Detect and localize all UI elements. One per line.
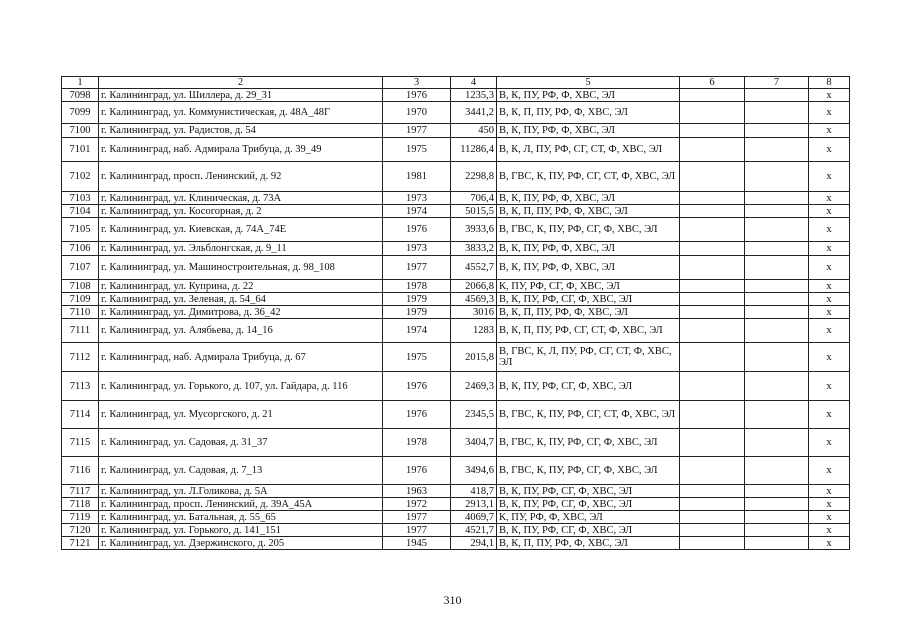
- column-7-cell: [745, 429, 809, 457]
- table-row: [62, 205, 850, 218]
- header-cell-2: 2: [99, 77, 383, 89]
- area-cell: 3933,6: [451, 218, 497, 242]
- area-cell: 3441,2: [451, 102, 497, 124]
- column-6-cell: [680, 429, 745, 457]
- mark-cell: x: [809, 102, 850, 124]
- header-cell-1: 1: [62, 77, 99, 89]
- mark-cell: x: [809, 457, 850, 485]
- systems-cell: К, ПУ, РФ, СГ, Ф, ХВС, ЭЛ: [497, 280, 680, 293]
- column-7-cell: [745, 372, 809, 401]
- systems-cell: В, ГВС, К, ПУ, РФ, СГ, Ф, ХВС, ЭЛ: [497, 429, 680, 457]
- column-7-cell: [745, 498, 809, 511]
- year-cell: 1972: [383, 498, 451, 511]
- column-7-cell: [745, 319, 809, 343]
- column-6-cell: [680, 485, 745, 498]
- column-7-cell: [745, 205, 809, 218]
- year-cell: 1976: [383, 372, 451, 401]
- area-cell: 706,4: [451, 192, 497, 205]
- year-cell: 1976: [383, 89, 451, 102]
- header-cell-7: 7: [745, 77, 809, 89]
- mark-cell: x: [809, 242, 850, 256]
- area-cell: 2298,8: [451, 162, 497, 192]
- column-6-cell: [680, 205, 745, 218]
- column-6-cell: [680, 524, 745, 537]
- mark-cell: x: [809, 293, 850, 306]
- column-6-cell: [680, 511, 745, 524]
- area-cell: 418,7: [451, 485, 497, 498]
- table-row: [62, 242, 850, 256]
- mark-cell: x: [809, 256, 850, 280]
- column-6-cell: [680, 372, 745, 401]
- systems-cell: В, К, ПУ, РФ, Ф, ХВС, ЭЛ: [497, 124, 680, 138]
- systems-cell: В, К, П, ПУ, РФ, Ф, ХВС, ЭЛ: [497, 537, 680, 550]
- year-cell: 1976: [383, 457, 451, 485]
- row-number: 7119: [62, 511, 99, 524]
- column-6-cell: [680, 537, 745, 550]
- table-row: [62, 524, 850, 537]
- column-7-cell: [745, 401, 809, 429]
- housing-register-table: [61, 76, 850, 550]
- systems-cell: В, К, ПУ, РФ, Ф, ХВС, ЭЛ: [497, 242, 680, 256]
- address-cell: г. Калининград, ул. Киевская, д. 74А_74Е: [99, 218, 383, 242]
- column-6-cell: [680, 256, 745, 280]
- year-cell: 1977: [383, 511, 451, 524]
- area-cell: 3494,6: [451, 457, 497, 485]
- area-cell: 1283: [451, 319, 497, 343]
- mark-cell: x: [809, 280, 850, 293]
- column-6-cell: [680, 306, 745, 319]
- column-6-cell: [680, 102, 745, 124]
- systems-cell: В, К, ПУ, РФ, Ф, ХВС, ЭЛ: [497, 192, 680, 205]
- address-cell: г. Калининград, ул. Л.Голикова, д. 5А: [99, 485, 383, 498]
- column-6-cell: [680, 457, 745, 485]
- year-cell: 1973: [383, 192, 451, 205]
- area-cell: 4069,7: [451, 511, 497, 524]
- mark-cell: x: [809, 162, 850, 192]
- column-7-cell: [745, 293, 809, 306]
- table-row: [62, 319, 850, 343]
- table-row: [62, 429, 850, 457]
- area-cell: 2015,8: [451, 343, 497, 372]
- address-cell: г. Калининград, ул. Мусоргского, д. 21: [99, 401, 383, 429]
- systems-cell: В, К, Л, ПУ, РФ, СГ, СТ, Ф, ХВС, ЭЛ: [497, 138, 680, 162]
- year-cell: 1976: [383, 218, 451, 242]
- address-cell: г. Калининград, ул. Куприна, д. 22: [99, 280, 383, 293]
- systems-cell: К, ПУ, РФ, Ф, ХВС, ЭЛ: [497, 511, 680, 524]
- column-6-cell: [680, 89, 745, 102]
- table-row: [62, 280, 850, 293]
- systems-cell: В, ГВС, К, ПУ, РФ, СГ, Ф, ХВС, ЭЛ: [497, 218, 680, 242]
- address-cell: г. Калининград, ул. Клиническая, д. 73А: [99, 192, 383, 205]
- column-7-cell: [745, 89, 809, 102]
- mark-cell: x: [809, 524, 850, 537]
- header-cell-6: 6: [680, 77, 745, 89]
- header-cell-3: 3: [383, 77, 451, 89]
- year-cell: 1974: [383, 205, 451, 218]
- mark-cell: x: [809, 319, 850, 343]
- address-cell: г. Калининград, ул. Шиллера, д. 29_31: [99, 89, 383, 102]
- systems-cell: В, К, ПУ, РФ, СГ, Ф, ХВС, ЭЛ: [497, 293, 680, 306]
- mark-cell: x: [809, 511, 850, 524]
- year-cell: 1978: [383, 429, 451, 457]
- mark-cell: x: [809, 192, 850, 205]
- table-row: [62, 138, 850, 162]
- area-cell: 450: [451, 124, 497, 138]
- column-7-cell: [745, 537, 809, 550]
- row-number: 7111: [62, 319, 99, 343]
- column-7-cell: [745, 485, 809, 498]
- column-7-cell: [745, 242, 809, 256]
- row-number: 7118: [62, 498, 99, 511]
- page-number: 310: [443, 593, 462, 607]
- table-row: [62, 192, 850, 205]
- row-number: 7115: [62, 429, 99, 457]
- column-6-cell: [680, 162, 745, 192]
- table-row: [62, 343, 850, 372]
- address-cell: г. Калининград, ул. Батальная, д. 55_65: [99, 511, 383, 524]
- column-6-cell: [680, 192, 745, 205]
- row-number: 7110: [62, 306, 99, 319]
- area-cell: 1235,3: [451, 89, 497, 102]
- systems-cell: В, К, П, ПУ, РФ, Ф, ХВС, ЭЛ: [497, 102, 680, 124]
- year-cell: 1979: [383, 306, 451, 319]
- column-number-header-row: [62, 77, 850, 89]
- column-6-cell: [680, 124, 745, 138]
- mark-cell: x: [809, 429, 850, 457]
- table-row: [62, 485, 850, 498]
- address-cell: г. Калининград, ул. Коммунистическая, д. 48А_48Г: [99, 102, 383, 124]
- address-cell: г. Калининград, ул. Садовая, д. 31_37: [99, 429, 383, 457]
- year-cell: 1975: [383, 138, 451, 162]
- systems-cell: В, К, П, ПУ, РФ, Ф, ХВС, ЭЛ: [497, 306, 680, 319]
- address-cell: г. Калининград, ул. Эльблонгская, д. 9_11: [99, 242, 383, 256]
- column-7-cell: [745, 280, 809, 293]
- header-cell-4: 4: [451, 77, 497, 89]
- row-number: 7116: [62, 457, 99, 485]
- year-cell: 1979: [383, 293, 451, 306]
- row-number: 7121: [62, 537, 99, 550]
- column-7-cell: [745, 524, 809, 537]
- mark-cell: x: [809, 498, 850, 511]
- column-7-cell: [745, 457, 809, 485]
- row-number: 7109: [62, 293, 99, 306]
- column-6-cell: [680, 319, 745, 343]
- column-6-cell: [680, 242, 745, 256]
- column-7-cell: [745, 256, 809, 280]
- mark-cell: x: [809, 343, 850, 372]
- year-cell: 1976: [383, 401, 451, 429]
- table-row: [62, 256, 850, 280]
- table-row: [62, 124, 850, 138]
- systems-cell: В, К, ПУ, РФ, СГ, Ф, ХВС, ЭЛ: [497, 498, 680, 511]
- year-cell: 1977: [383, 124, 451, 138]
- column-7-cell: [745, 343, 809, 372]
- column-6-cell: [680, 498, 745, 511]
- column-6-cell: [680, 218, 745, 242]
- row-number: 7098: [62, 89, 99, 102]
- table-row: [62, 537, 850, 550]
- area-cell: 2066,8: [451, 280, 497, 293]
- systems-cell: В, К, П, ПУ, РФ, Ф, ХВС, ЭЛ: [497, 205, 680, 218]
- mark-cell: x: [809, 372, 850, 401]
- area-cell: 4569,3: [451, 293, 497, 306]
- table-row: [62, 102, 850, 124]
- address-cell: г. Калининград, ул. Садовая, д. 7_13: [99, 457, 383, 485]
- year-cell: 1973: [383, 242, 451, 256]
- address-cell: г. Калининград, ул. Алябьева, д. 14_16: [99, 319, 383, 343]
- table-row: [62, 162, 850, 192]
- address-cell: г. Калининград, наб. Адмирала Трибуца, д. 39_49: [99, 138, 383, 162]
- row-number: 7112: [62, 343, 99, 372]
- row-number: 7103: [62, 192, 99, 205]
- table-row: [62, 511, 850, 524]
- header-cell-8: 8: [809, 77, 850, 89]
- systems-cell: В, ГВС, К, ПУ, РФ, СГ, СТ, Ф, ХВС, ЭЛ: [497, 401, 680, 429]
- row-number: 7108: [62, 280, 99, 293]
- mark-cell: x: [809, 138, 850, 162]
- mark-cell: x: [809, 306, 850, 319]
- table-row: [62, 293, 850, 306]
- area-cell: 11286,4: [451, 138, 497, 162]
- area-cell: 3833,2: [451, 242, 497, 256]
- table-row: [62, 372, 850, 401]
- address-cell: г. Калининград, ул. Косогорная, д. 2: [99, 205, 383, 218]
- mark-cell: x: [809, 485, 850, 498]
- column-7-cell: [745, 511, 809, 524]
- column-6-cell: [680, 401, 745, 429]
- systems-cell: В, К, ПУ, РФ, СГ, Ф, ХВС, ЭЛ: [497, 524, 680, 537]
- address-cell: г. Калининград, ул. Горького, д. 141_151: [99, 524, 383, 537]
- column-7-cell: [745, 138, 809, 162]
- area-cell: 2345,5: [451, 401, 497, 429]
- row-number: 7113: [62, 372, 99, 401]
- address-cell: г. Калининград, просп. Ленинский, д. 39А_45А: [99, 498, 383, 511]
- systems-cell: В, К, ПУ, РФ, Ф, ХВС, ЭЛ: [497, 89, 680, 102]
- mark-cell: x: [809, 205, 850, 218]
- area-cell: 4521,7: [451, 524, 497, 537]
- area-cell: 3016: [451, 306, 497, 319]
- row-number: 7105: [62, 218, 99, 242]
- year-cell: 1974: [383, 319, 451, 343]
- table-row: [62, 89, 850, 102]
- table-row: [62, 218, 850, 242]
- systems-cell: В, ГВС, К, ПУ, РФ, СГ, Ф, ХВС, ЭЛ: [497, 457, 680, 485]
- table-body: [62, 77, 850, 550]
- row-number: 7114: [62, 401, 99, 429]
- column-7-cell: [745, 162, 809, 192]
- row-number: 7101: [62, 138, 99, 162]
- area-cell: 294,1: [451, 537, 497, 550]
- address-cell: г. Калининград, ул. Димитрова, д. 36_42: [99, 306, 383, 319]
- column-6-cell: [680, 343, 745, 372]
- column-7-cell: [745, 192, 809, 205]
- column-7-cell: [745, 102, 809, 124]
- mark-cell: x: [809, 218, 850, 242]
- year-cell: 1977: [383, 256, 451, 280]
- row-number: 7117: [62, 485, 99, 498]
- address-cell: г. Калининград, ул. Машиностроительная, д. 98_108: [99, 256, 383, 280]
- mark-cell: x: [809, 537, 850, 550]
- row-number: 7100: [62, 124, 99, 138]
- systems-cell: В, К, ПУ, РФ, Ф, ХВС, ЭЛ: [497, 256, 680, 280]
- systems-cell: В, ГВС, К, Л, ПУ, РФ, СГ, СТ, Ф, ХВС, ЭЛ: [497, 343, 680, 372]
- address-cell: г. Калининград, ул. Дзержинского, д. 205: [99, 537, 383, 550]
- column-7-cell: [745, 306, 809, 319]
- column-6-cell: [680, 138, 745, 162]
- table-row: [62, 306, 850, 319]
- year-cell: 1978: [383, 280, 451, 293]
- column-7-cell: [745, 218, 809, 242]
- systems-cell: В, К, ПУ, РФ, СГ, Ф, ХВС, ЭЛ: [497, 485, 680, 498]
- column-7-cell: [745, 124, 809, 138]
- year-cell: 1970: [383, 102, 451, 124]
- address-cell: г. Калининград, ул. Горького, д. 107, ул. Гайдара, д. 116: [99, 372, 383, 401]
- year-cell: 1977: [383, 524, 451, 537]
- systems-cell: В, ГВС, К, ПУ, РФ, СГ, СТ, Ф, ХВС, ЭЛ: [497, 162, 680, 192]
- systems-cell: В, К, П, ПУ, РФ, СГ, СТ, Ф, ХВС, ЭЛ: [497, 319, 680, 343]
- area-cell: 3404,7: [451, 429, 497, 457]
- row-number: 7099: [62, 102, 99, 124]
- area-cell: 2913,1: [451, 498, 497, 511]
- table-row: [62, 401, 850, 429]
- year-cell: 1945: [383, 537, 451, 550]
- row-number: 7104: [62, 205, 99, 218]
- address-cell: г. Калининград, просп. Ленинский, д. 92: [99, 162, 383, 192]
- area-cell: 5015,5: [451, 205, 497, 218]
- mark-cell: x: [809, 89, 850, 102]
- address-cell: г. Калининград, ул. Зеленая, д. 54_64: [99, 293, 383, 306]
- row-number: 7106: [62, 242, 99, 256]
- column-6-cell: [680, 280, 745, 293]
- address-cell: г. Калининград, наб. Адмирала Трибуца, д. 67: [99, 343, 383, 372]
- header-cell-5: 5: [497, 77, 680, 89]
- year-cell: 1975: [383, 343, 451, 372]
- area-cell: 2469,3: [451, 372, 497, 401]
- year-cell: 1981: [383, 162, 451, 192]
- table-row: [62, 498, 850, 511]
- column-6-cell: [680, 293, 745, 306]
- table-row: [62, 457, 850, 485]
- row-number: 7102: [62, 162, 99, 192]
- year-cell: 1963: [383, 485, 451, 498]
- systems-cell: В, К, ПУ, РФ, СГ, Ф, ХВС, ЭЛ: [497, 372, 680, 401]
- mark-cell: x: [809, 124, 850, 138]
- mark-cell: x: [809, 401, 850, 429]
- row-number: 7120: [62, 524, 99, 537]
- area-cell: 4552,7: [451, 256, 497, 280]
- address-cell: г. Калининград, ул. Радистов, д. 54: [99, 124, 383, 138]
- row-number: 7107: [62, 256, 99, 280]
